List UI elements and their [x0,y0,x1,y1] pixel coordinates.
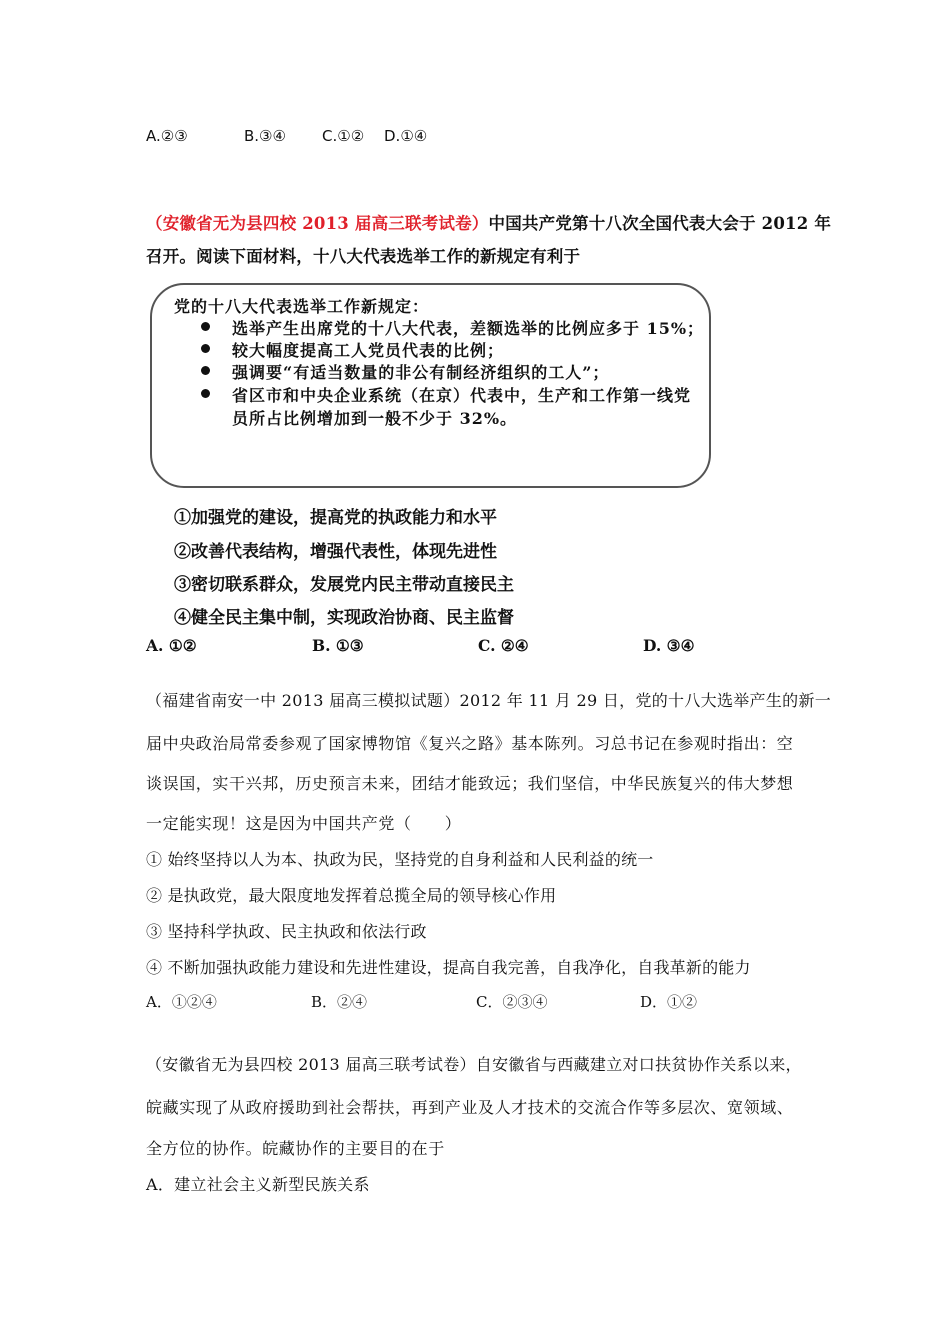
box-title: 党的十八大代表选举工作新规定： [174,297,430,316]
box-item-2: 较大幅度提高工人党员代表的比例； [232,341,505,360]
box-item-1: 选举产生出席党的十八大代表，差额选举的比例应多于 15%； [232,319,705,338]
q2-statement-4: ④ 不断加强执政能力建设和先进性建设，提高自我完善，自我净化，自我革新的能力 [146,958,751,977]
q2-line-1: （福建省南安一中 2013 届高三模拟试题）2012 年 11 月 29 日，党的十八大选举产生的新一 [146,691,832,710]
q2-statement-2: ② 是执政党，最大限度地发挥着总揽全局的领导核心作用 [146,886,557,905]
q1-option-b: B. ①③ [312,636,364,655]
q1-statement-4: ④健全民主集中制，实现政治协商、民主监督 [174,608,514,628]
q2-line-4: 一定能实现！这是因为中国共产党（ ） [146,814,462,833]
q2-option-a: A．①②④ [146,993,217,1011]
q1-option-d: D. ③④ [643,636,695,655]
q1-statement-2: ②改善代表结构，增强代表性，体现先进性 [174,542,497,562]
q2-statement-3: ③ 坚持科学执政、民主执政和依法行政 [146,922,427,941]
q1-option-a: A. ①② [146,636,197,655]
q3-line-3: 全方位的协作。皖藏协作的主要目的在于 [146,1139,445,1158]
box-item-4-cont: 员所占比例增加到一般不少于 32%。 [232,409,518,428]
q3-line-1: （安徽省无为县四校 2013 届高三联考试卷）自安徽省与西藏建立对口扶贫协作关系以来， [146,1055,802,1074]
top-option-a: A.②③ [146,127,188,145]
top-option-d: D.①④ [384,127,428,145]
q1-option-c: C. ②④ [478,636,529,655]
q1-statement-1: ①加强党的建设，提高党的执政能力和水平 [174,508,497,528]
top-option-b: B.③④ [244,127,286,145]
q3-option-a: A．建立社会主义新型民族关系 [146,1175,370,1194]
bullet-icon [201,344,210,353]
q1-stem-line2: 召开。阅读下面材料，十八大代表选举工作的新规定有利于 [146,247,581,266]
q2-line-2: 届中央政治局常委参观了国家博物馆《复兴之路》基本陈列。习总书记在参观时指出：空 [146,734,794,753]
q1-source: （安徽省无为县四校 2013 届高三联考试卷） [146,214,489,233]
bullet-icon [201,322,210,331]
q2-option-d: D．①② [640,993,698,1011]
q1-stem-line1 [146,210,831,234]
q3-line-2: 皖藏实现了从政府援助到社会帮扶，再到产业及人才技术的交流合作等多层次、宽领域、 [146,1098,794,1117]
q2-option-c: C．②③④ [476,993,548,1011]
top-option-c: C.①② [322,127,365,145]
box-item-4: 省区市和中央企业系统（在京）代表中，生产和工作第一线党 [232,386,692,405]
q2-statement-1: ① 始终坚持以人为本、执政为民，坚持党的自身利益和人民利益的统一 [146,850,654,869]
bullet-icon [201,389,210,398]
q1-stem-text: 中国共产党第十八次全国代表大会于 2012 年 [488,214,832,233]
bullet-icon [201,366,210,375]
box-item-3: 强调要“有适当数量的非公有制经济组织的工人”； [232,363,610,382]
q2-line-3: 谈误国，实干兴邦，历史预言未来，团结才能致远；我们坚信，中华民族复兴的伟大梦想 [146,774,794,793]
q2-option-b: B．②④ [311,993,368,1011]
q1-statement-3: ③密切联系群众，发展党内民主带动直接民主 [174,575,514,595]
